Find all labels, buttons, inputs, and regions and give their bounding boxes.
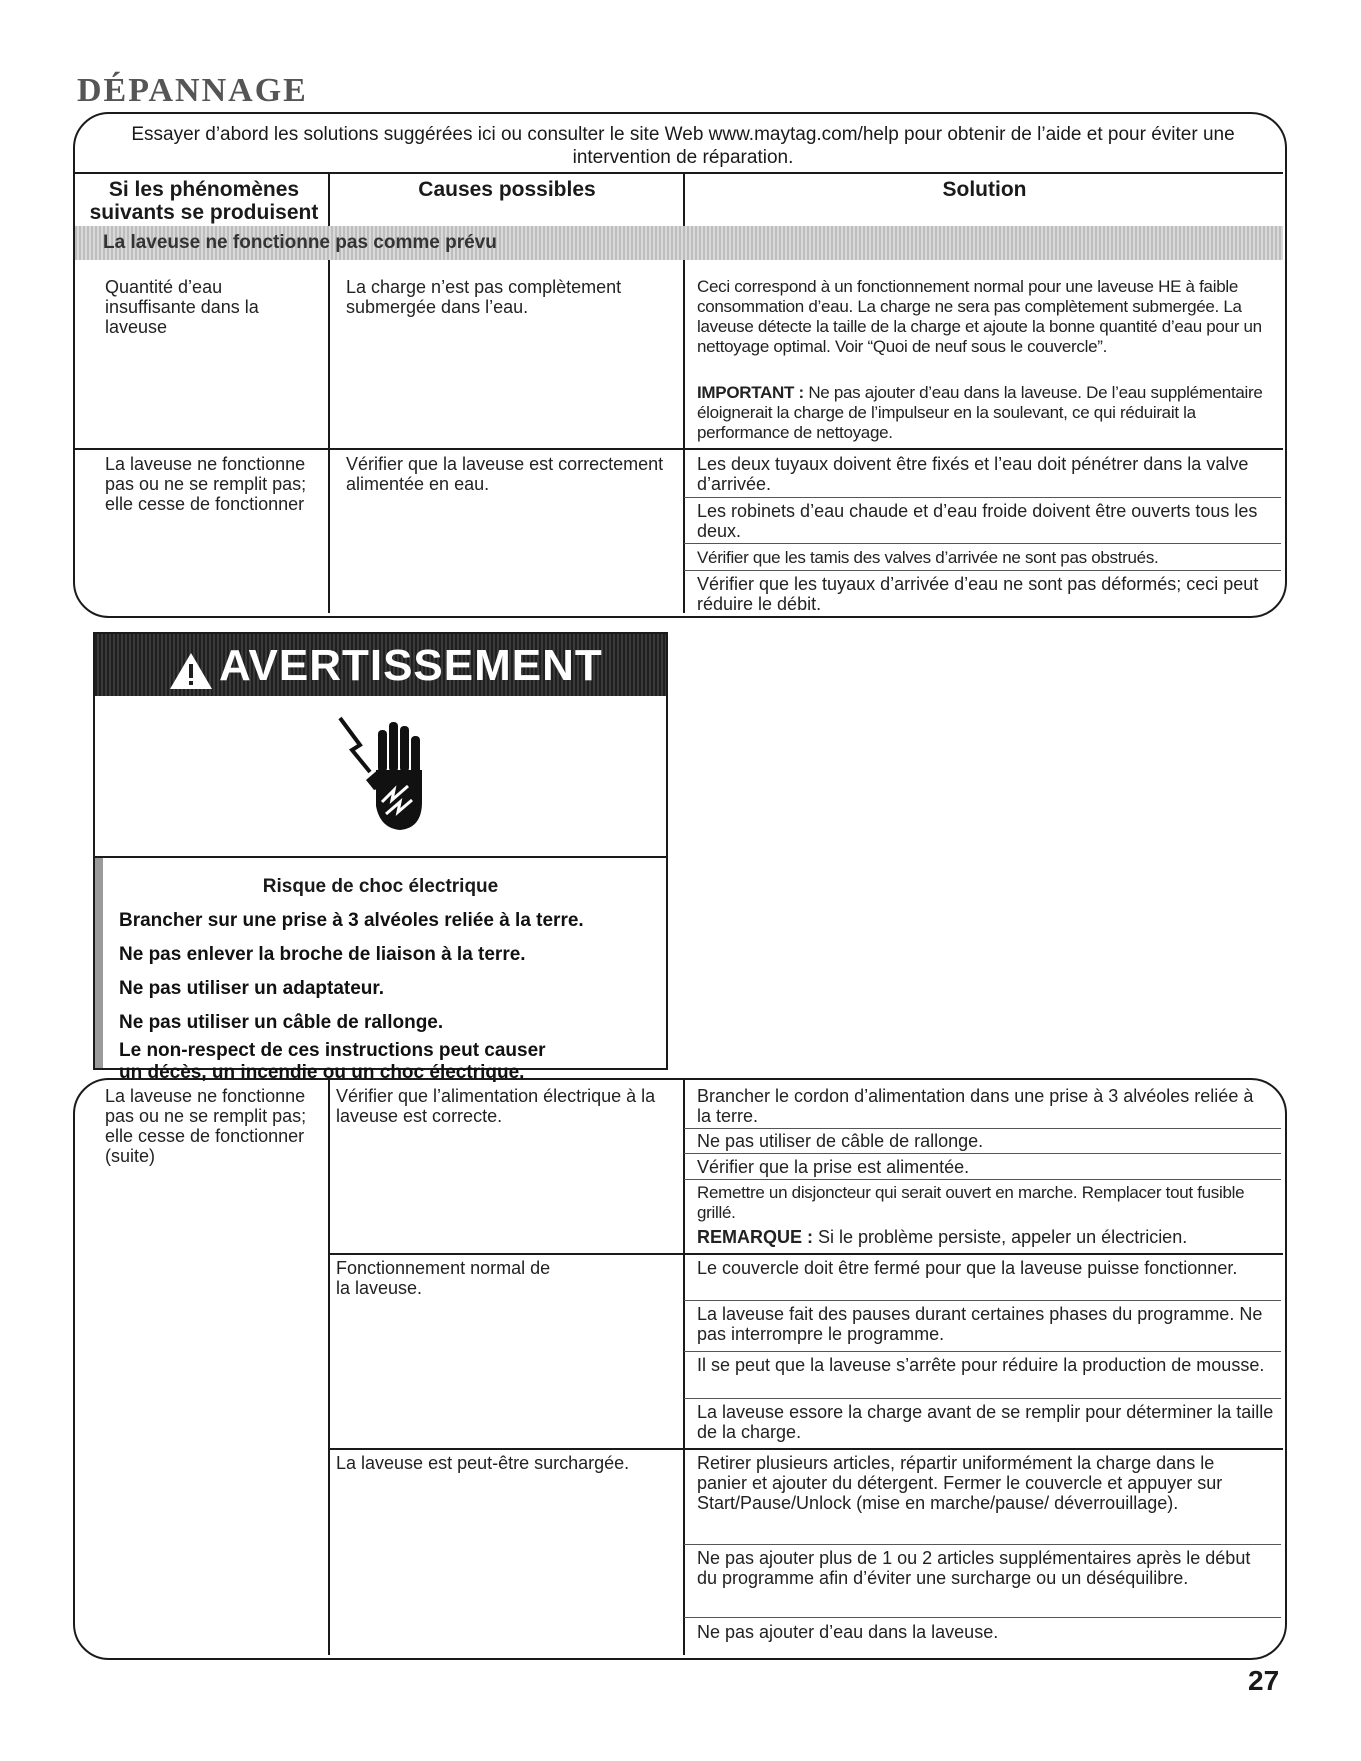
solution-text: Remettre un disjoncteur qui serait ouvert en marche. Remplacer tout fusible grillé. (697, 1183, 1245, 1222)
cause-cell: La laveuse est peut-être surchargée. (336, 1453, 630, 1473)
warning-line: Ne pas utiliser un adaptateur. (119, 978, 385, 999)
warning-icon-area (95, 696, 666, 858)
page-title: DÉPANNAGE (77, 72, 308, 109)
solution-text: Il se peut que la laveuse s’arrête pour réduire la production de mousse. (697, 1355, 1265, 1375)
solution-text: Les deux tuyaux doivent être fixés et l’eau doit pénétrer dans la valve d’arrivée. (697, 454, 1249, 494)
warning-line: Brancher sur une prise à 3 alvéoles reliée à la terre. (119, 910, 584, 931)
row-divider (75, 448, 1283, 450)
important-label: IMPORTANT : (697, 383, 804, 402)
solution-important (697, 383, 1272, 443)
remarque-text: Si le problème persiste, appeler un électricien. (818, 1227, 1188, 1247)
cause-cell: Vérifier que l’alimentation électrique à la laveuse est correcte. (336, 1086, 656, 1126)
warning-heading: Risque de choc électrique (262, 876, 499, 897)
solution-divider (684, 1128, 1281, 1129)
row-divider (330, 1253, 1283, 1255)
remarque-label: REMARQUE : (697, 1227, 813, 1247)
solution-divider (684, 1617, 1281, 1618)
section-band (75, 226, 1283, 260)
cause-cell: Fonctionnement normal de la laveuse. (336, 1258, 551, 1298)
solution-text: Ne pas utiliser de câble de rallonge. (697, 1131, 984, 1151)
intro-text: Essayer d’abord les solutions suggérées ici ou consulter le site Web www.maytag.com/help pour obtenir de l’aide et pour éviter une intervention de réparation. (131, 124, 1235, 168)
page-number: 27 (1248, 1665, 1280, 1696)
solution-text: Retirer plusieurs articles, répartir uniformément la charge dans le panier et ajouter du détergent. Fermer le couvercle et appuyer sur Start/Pause/Unlock (mise en marche/pause/ déverrouillage). (697, 1453, 1223, 1513)
solution-text: Ne pas ajouter d’eau dans la laveuse. (697, 1622, 999, 1642)
column-header-solution: Solution (942, 178, 1027, 201)
electrical-shock-warning (93, 632, 668, 1083)
solution-text: Les robinets d’eau chaude et d’eau froide doivent être ouverts tous les deux. (697, 501, 1258, 541)
solution-divider (684, 1351, 1281, 1352)
solution-divider (684, 570, 1281, 571)
warning-line: Ne pas utiliser un câble de rallonge. (119, 1012, 444, 1033)
column-header-causes: Causes possibles (418, 178, 596, 201)
warning-title: AVERTISSEMENT (219, 641, 603, 690)
important-text: Ne pas ajouter d’eau dans la laveuse. De l’eau supplémentaire éloignerait la charge de l’impulseur en la soulevant, ce qui réduirait la performance de nettoyage. (697, 383, 1263, 442)
solution-remarque (697, 1227, 1277, 1247)
electric-shock-hand-icon (330, 710, 450, 840)
solution-text: Ne pas ajouter plus de 1 ou 2 articles supplémentaires après le début du programme afin d’éviter une surcharge ou un déséquilibre. (697, 1548, 1251, 1588)
solution-divider (684, 1300, 1281, 1301)
warning-text-box (95, 858, 666, 1083)
problem-cell: Quantité d’eau insuffisante dans la laveuse (105, 277, 259, 337)
cause-cell: Vérifier que la laveuse est correctement alimentée en eau. (346, 454, 664, 494)
problem-cell: La laveuse ne fonctionne pas ou ne se remplit pas; elle cesse de fonctionner (105, 454, 307, 514)
solution-text: Brancher le cordon d’alimentation dans une prise à 3 alvéoles reliée à la terre. (697, 1086, 1254, 1126)
cause-cell: La charge n’est pas complètement submergée dans l’eau. (346, 277, 622, 317)
warning-header (95, 634, 666, 696)
solution-text: Vérifier que la prise est alimentée. (697, 1157, 970, 1177)
solution-divider (684, 1179, 1281, 1180)
solution-divider (684, 1544, 1281, 1545)
problem-cell: La laveuse ne fonctionne pas ou ne se remplit pas; elle cesse de fonctionner (suite) (105, 1086, 307, 1166)
solution-text: La laveuse essore la charge avant de se remplir pour déterminer la taille de la charge. (697, 1402, 1274, 1442)
solution-text: Vérifier que les tuyaux d’arrivée d’eau ne sont pas déformés; ceci peut réduire le débit. (697, 574, 1259, 614)
solution-divider (684, 497, 1281, 498)
solution-text: Ceci correspond à un fonctionnement normal pour une laveuse HE à faible consommation d’eau. La charge ne sera pas complètement submergée. La laveuse détecte la taille de la charge et ajoute la bonne quantité d’eau pour un nettoyage optimal. Voir “Quoi de neuf sous le couvercle”. (697, 277, 1262, 356)
solution-text: Le couvercle doit être fermé pour que la laveuse puisse fonctionner. (697, 1258, 1238, 1278)
warning-line: Ne pas enlever la broche de liaison à la terre. (119, 944, 526, 965)
column-header-symptoms: Si les phénomènes suivants se produisent (89, 178, 319, 224)
section-title: La laveuse ne fonctionne pas comme prévu (103, 232, 497, 253)
solution-divider (684, 1398, 1281, 1399)
solution-divider (684, 1153, 1281, 1154)
solution-text: Vérifier que les tamis des valves d’arrivée ne sont pas obstrués. (697, 548, 1159, 567)
warning-triangle-icon (168, 651, 214, 691)
column-divider (683, 1080, 685, 1655)
divider (75, 172, 1283, 174)
column-divider (328, 1080, 330, 1655)
warning-line: Le non-respect de ces instructions peut causer un décès, un incendie ou un choc électrique. (119, 1040, 546, 1083)
solution-text: La laveuse fait des pauses durant certaines phases du programme. Ne pas interrompre le programme. (697, 1304, 1263, 1344)
row-divider (330, 1448, 1283, 1450)
solution-divider (684, 543, 1281, 544)
